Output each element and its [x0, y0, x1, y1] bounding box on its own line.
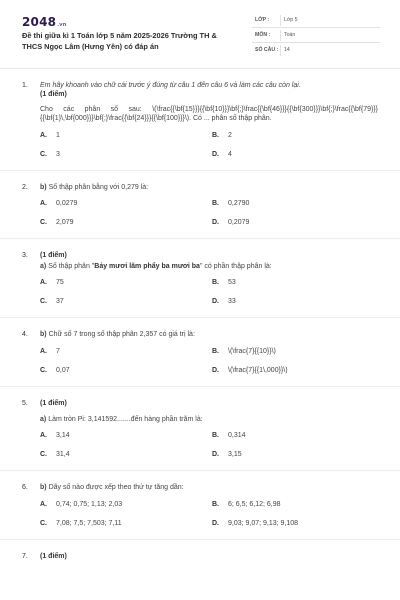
meta-label: LỚP :	[255, 17, 270, 23]
answer-option-a[interactable]: A. 7	[40, 347, 60, 355]
question-number: 3.	[22, 252, 28, 260]
meta-divider	[280, 30, 281, 41]
answer-option-d[interactable]: D. 0,2079	[212, 219, 250, 227]
meta-divider	[280, 45, 281, 56]
question-text: b) Số thập phân bằng với 0,279 là:	[40, 183, 149, 191]
answer-options	[40, 500, 378, 529]
site-logo[interactable]: 2048.vn	[22, 15, 67, 29]
answer-option-d[interactable]: D. 3,15	[212, 451, 242, 459]
question-number: 4.	[22, 331, 28, 339]
answer-option-c[interactable]: C. 3	[40, 150, 60, 158]
meta-value: Toán	[284, 32, 296, 38]
answer-option-d[interactable]: D. 33	[212, 298, 236, 306]
answer-options	[40, 199, 378, 228]
question-points: (1 điểm)	[40, 399, 67, 407]
question-number: 1.	[22, 82, 28, 89]
question-points: (1 điểm)	[40, 91, 67, 99]
answer-option-d[interactable]: D. 4	[212, 150, 232, 158]
question-number: 7.	[22, 552, 28, 560]
question-1	[0, 69, 400, 171]
meta-label: SỐ CÂU :	[255, 47, 279, 53]
question-number: 6.	[22, 484, 28, 492]
answer-option-b[interactable]: B. 6; 6,5; 6,12; 6,98	[212, 500, 281, 508]
question-number: 2.	[22, 183, 28, 191]
question-text: b) Chữ số 7 trong số thập phân 2,357 có giá trị là:	[40, 331, 195, 339]
answer-option-c[interactable]: C. 7,08; 7,5; 7,503; 7,11	[40, 519, 122, 527]
question-4	[0, 318, 400, 386]
answer-option-c[interactable]: C. 31,4	[40, 451, 70, 459]
question-2	[0, 171, 400, 239]
meta-value: 14	[284, 47, 290, 53]
answer-option-a[interactable]: A. 0,74; 0,75; 1,13; 2,03	[40, 500, 123, 508]
meta-label: MÔN :	[255, 32, 271, 38]
answer-options	[40, 347, 378, 376]
answer-option-b[interactable]: B. 0,314	[212, 432, 246, 440]
meta-row-class	[252, 13, 380, 28]
answer-option-a[interactable]: A. 75	[40, 279, 64, 287]
question-list	[0, 69, 400, 571]
question-points: (1 điểm)	[40, 252, 67, 260]
meta-row-subject	[252, 28, 380, 43]
question-5	[0, 387, 400, 472]
exam-meta-table	[252, 13, 380, 58]
page-header	[0, 0, 400, 68]
answer-option-b[interactable]: B. \(\frac{7}{{10}}\)	[212, 347, 276, 355]
question-number: 5.	[22, 399, 28, 407]
question-text: b) Dãy số nào được xếp theo thứ tự tăng dần:	[40, 484, 184, 492]
answer-option-a[interactable]: A. 1	[40, 131, 60, 139]
answer-option-a[interactable]: A. 3,14	[40, 432, 70, 440]
answer-options	[40, 431, 378, 460]
answer-option-c[interactable]: C. 37	[40, 298, 64, 306]
answer-options	[40, 278, 378, 307]
question-instruction: Em hãy khoanh vào chữ cái trước ý đúng từ câu 1 đến câu 6 và làm các câu còn lại.	[40, 82, 301, 89]
meta-row-count	[252, 43, 380, 58]
question-6	[0, 471, 400, 539]
question-text: Cho các phân số sau: \(\frac{{\bf{15}}}{{\bf{10}}}\bf{;}\frac{{\bf{46}}}{{\bf{300}}}\bf{;}\frac{{\bf{79}}}{{\bf{1}\,\bf{000}}}\bf{;}\frac{{\bf{24}}}{{\bf{100}}}\). Có ... phân số thập phân.	[40, 105, 378, 123]
question-3	[0, 239, 400, 318]
answer-option-b[interactable]: B. 53	[212, 279, 236, 287]
question-points: (1 điểm)	[40, 552, 67, 560]
meta-value: Lớp 5	[284, 17, 298, 23]
answer-option-d[interactable]: D. 9,03; 9,07; 9,13; 9,108	[212, 519, 299, 527]
answer-option-a[interactable]: A. 0,0279	[40, 200, 78, 208]
answer-option-b[interactable]: B. 0,2790	[212, 200, 250, 208]
meta-divider	[280, 15, 281, 26]
answer-option-c[interactable]: C. 0,07	[40, 366, 70, 374]
answer-option-b[interactable]: B. 2	[212, 131, 232, 139]
exam-title: Đề thi giữa kì 1 Toán lớp 5 năm 2025-2026 Trường TH & THCS Ngọc Lâm (Hưng Yên) có đáp án	[22, 31, 217, 51]
answer-option-c[interactable]: C. 2,079	[40, 219, 74, 227]
answer-option-d[interactable]: D. \(\frac{7}{{1\,000}}\)	[212, 366, 288, 374]
question-text: a) Số thập phân "Bảy mươi lăm phẩy ba mươi ba" có phần thập phân là:	[40, 262, 272, 270]
question-text: a) Làm tròn Pi: 3,141592.......đến hàng phần trăm là:	[40, 415, 203, 423]
question-7	[0, 540, 400, 571]
answer-options	[40, 131, 378, 160]
